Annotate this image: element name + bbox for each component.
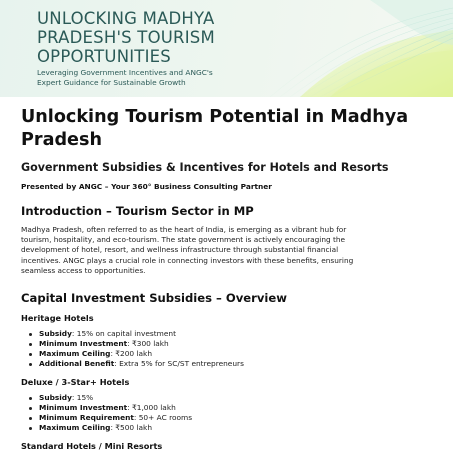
document-body: [21, 106, 441, 451]
list-item: Additional Benefit: Extra 5% for SC/ST entrepreneurs: [29, 359, 441, 369]
capital-heading: Capital Investment Subsidies – Overview: [21, 291, 287, 306]
heritage-bullet-list: [21, 329, 441, 369]
group-heading-heritage: Heritage Hotels: [21, 313, 94, 324]
banner-subtitle: Leveraging Government Incentives and ANGC's Expert Guidance for Sustainable Growth: [37, 68, 213, 87]
list-item: Maximum Ceiling: ₹500 lakh: [29, 423, 441, 433]
group-heading-deluxe: Deluxe / 3-Star+ Hotels: [21, 377, 130, 388]
presented-by: Presented by ANGC – Your 360° Business Consulting Partner: [21, 182, 272, 191]
page-title: Unlocking Tourism Potential in Madhya Pradesh: [21, 107, 409, 150]
group-heading-standard: Standard Hotels / Mini Resorts: [21, 441, 163, 452]
list-item: Minimum Investment: ₹1,000 lakh: [29, 403, 441, 413]
list-item: Subsidy: 15% on capital investment: [29, 329, 441, 339]
list-item: Maximum Ceiling: ₹200 lakh: [29, 349, 441, 359]
page-subtitle: Government Subsidies & Incentives for Hotels and Resorts: [21, 161, 389, 174]
hero-banner: [0, 0, 453, 97]
deluxe-bullet-list: [21, 393, 441, 433]
list-item: Minimum Investment: ₹300 lakh: [29, 339, 441, 349]
banner-title: UNLOCKING MADHYA PRADESH'S TOURISM OPPORTUNITIES: [37, 9, 215, 66]
list-item: Subsidy: 15%: [29, 393, 441, 403]
intro-heading: Introduction – Tourism Sector in MP: [21, 204, 254, 218]
list-item: Minimum Requirement: 50+ AC rooms: [29, 413, 441, 423]
intro-paragraph: Madhya Pradesh, often referred to as the heart of India, is emerging as a vibrant hub for tourism, hospitality, and eco-tourism. The state government is actively encouraging the development of hotel, resort, and wellness infrastructure through substantial financial incentives. ANGC plays a crucial role in connecting investors with these benefits, ensuring seamless access to opportunities.: [21, 225, 354, 275]
